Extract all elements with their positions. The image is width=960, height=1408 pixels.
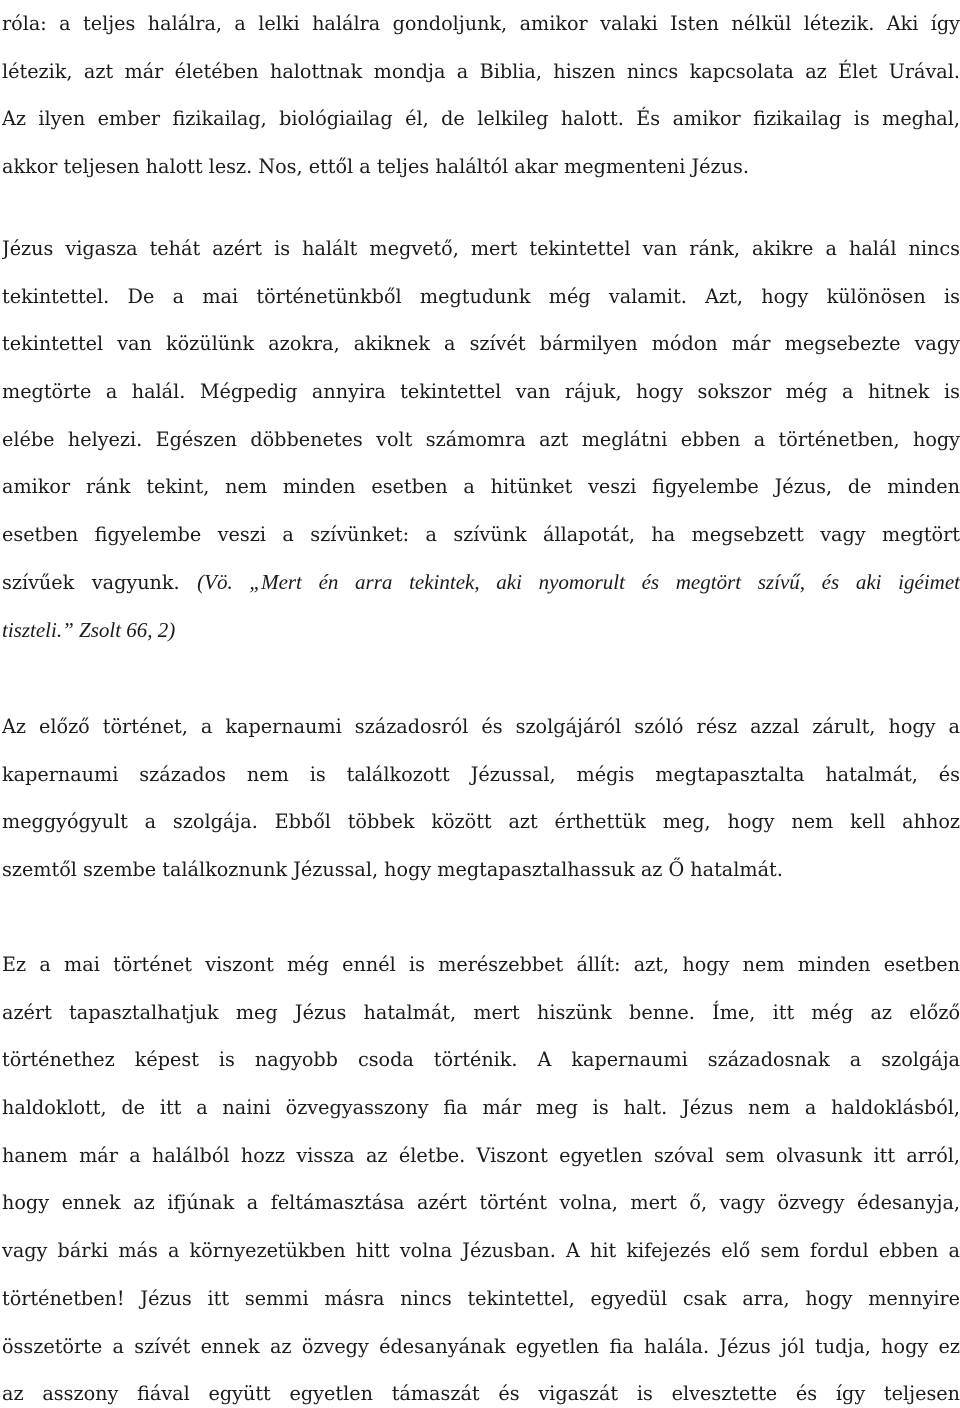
text-line-mixed bbox=[2, 559, 960, 607]
text-line: tekintettel van közülünk azokra, akiknek a szívét bármilyen módon már megsebezte vagy bbox=[2, 332, 960, 356]
text-line: Az előző történet, a kapernaumi századosról és szolgájáról szóló rész azzal zárult, hogy a bbox=[2, 715, 960, 738]
text-line: megtörte a halál. Mégpedig annyira tekintettel van rájuk, hogy sokszor még a hitnek is bbox=[2, 380, 960, 404]
text-regular-segment: szívűek vagyunk. bbox=[2, 570, 198, 594]
text-line: hanem már a halálból hozz vissza az életbe. Viszont egyetlen szóval sem olvasunk itt arról, bbox=[2, 1143, 960, 1167]
paragraph-3 bbox=[2, 703, 960, 894]
text-line: amikor ránk tekint, nem minden esetben a hitünket veszi figyelembe Jézus, de minden bbox=[2, 475, 960, 499]
text-line: vagy bárki más a környezetükben hitt volna Jézusban. A hit kifejezés elő sem fordul ebben a bbox=[2, 1239, 960, 1263]
paragraph-1 bbox=[2, 0, 960, 191]
text-line: elébe helyezi. Egészen döbbenetes volt számomra azt meglátni ebben a történetben, hogy bbox=[2, 427, 960, 451]
text-line: Az ilyen ember fizikailag, biológiailag él, de lelkileg halott. És amikor fizikailag is meghal, bbox=[2, 107, 960, 131]
text-line: történetben! Jézus itt semmi másra nincs tekintettel, egyedül csak arra, hogy mennyire bbox=[2, 1286, 960, 1310]
bible-quote-start: (Vö. „Mert én arra tekintek, aki nyomorult és megtört szívű, és aki igéimet bbox=[197, 569, 960, 594]
text-line: összetörte a szívét ennek az özvegy édesanyának egyetlen fia halála. Jézus jól tudja, hogy ez bbox=[2, 1334, 960, 1358]
text-line: hogy ennek az ifjúnak a feltámasztása azért történt volna, mert ő, vagy özvegy édesanyja, bbox=[2, 1191, 960, 1215]
paragraph-4 bbox=[2, 941, 960, 1408]
text-line: tekintettel. De a mai történetünkből megtudunk még valamit. Azt, hogy különösen is bbox=[2, 284, 960, 308]
text-line: esetben figyelembe veszi a szívünket: a szívünk állapotát, ha megsebzett vagy megtört bbox=[2, 523, 960, 547]
text-line: szemtől szembe találkoznunk Jézussal, hogy megtapasztalhassuk az Ő hatalmát. bbox=[2, 858, 783, 882]
text-line: róla: a teljes halálra, a lelki halálra gondoljunk, amikor valaki Isten nélkül létezik. Aki így bbox=[2, 12, 960, 35]
text-line: meggyógyult a szolgája. Ebből többek között azt érthettük meg, hogy nem kell ahhoz bbox=[2, 810, 960, 834]
text-line: létezik, azt már életében halottnak mondja a Biblia, hiszen nincs kapcsolata az Élet Urával. bbox=[2, 59, 960, 83]
text-line: azért tapasztalhatjuk meg Jézus hatalmát, mert hiszünk benne. Íme, itt még az előző bbox=[2, 1000, 960, 1024]
text-line: történethez képest is nagyobb csoda történik. A kapernaumi századosnak a szolgája bbox=[2, 1048, 960, 1072]
text-line: akkor teljesen halott lesz. Nos, ettől a teljes haláltól akar megmenteni Jézus. bbox=[2, 155, 749, 179]
paragraph-2 bbox=[2, 225, 960, 654]
text-line: Ez a mai történet viszont még ennél is merészebbet állít: azt, hogy nem minden esetben bbox=[2, 953, 960, 976]
text-line: Jézus vigasza tehát azért is halált megvető, mert tekintettel van ránk, akikre a halál nincs bbox=[2, 237, 960, 260]
text-line: az asszony fiával együtt egyetlen támaszát és vigaszát is elvesztette és így teljesen bbox=[2, 1382, 960, 1406]
bible-quote-end: tiszteli.” Zsolt 66, 2) bbox=[2, 617, 176, 642]
text-line: haldoklott, de itt a naini özvegyasszony fia már meg is halt. Jézus nem a haldoklásból, bbox=[2, 1096, 960, 1120]
text-line: kapernaumi százados nem is találkozott Jézussal, mégis megtapasztalta hatalmát, és bbox=[2, 762, 960, 786]
